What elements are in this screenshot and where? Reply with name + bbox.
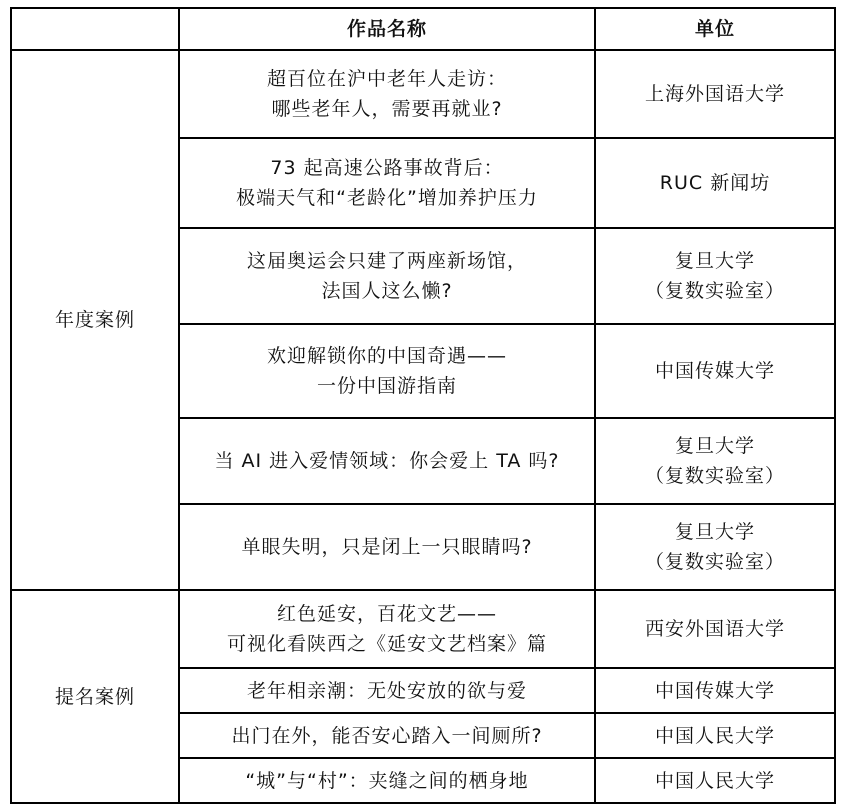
header-title-column: 作品名称 (179, 8, 595, 50)
header-row (11, 8, 835, 50)
work-title-line: 老年相亲潮：无处安放的欲与爱 (246, 679, 527, 702)
work-title (179, 713, 595, 758)
work-unit-line: 复旦大学 (674, 521, 755, 543)
work-title-line: 一份中国游指南 (316, 375, 457, 397)
work-unit-line: 上海外国语大学 (644, 83, 785, 105)
work-unit (595, 504, 835, 590)
category-nominated: 提名案例 (11, 590, 179, 803)
work-title (179, 228, 595, 324)
work-unit-line: 复旦大学 (674, 435, 755, 457)
table-row (11, 590, 835, 668)
work-title-line: 单眼失明，只是闭上一只眼睛吗? (241, 536, 533, 558)
work-title-line: 当 AI 进入爱情领域：你会爱上 TA 吗? (214, 450, 560, 472)
work-unit-line: （复数实验室） (644, 465, 785, 487)
work-title-line: 欢迎解锁你的中国奇遇—— (266, 345, 507, 367)
work-title (179, 504, 595, 590)
work-title-line: 可视化看陕西之《延安文艺档案》篇 (226, 633, 547, 655)
header-unit-column: 单位 (595, 8, 835, 50)
work-unit (595, 138, 835, 228)
work-unit (595, 758, 835, 803)
work-unit (595, 668, 835, 713)
work-unit-line: （复数实验室） (644, 551, 785, 573)
work-title (179, 50, 595, 138)
award-table (10, 7, 836, 804)
work-title-line: 法国人这么懒? (321, 280, 453, 302)
work-unit-line: 复旦大学 (674, 250, 755, 272)
work-title (179, 758, 595, 803)
work-unit-line: 中国人民大学 (654, 769, 775, 792)
work-unit (595, 713, 835, 758)
table-row (11, 50, 835, 138)
work-title-line: “城”与“村”：夹缝之间的栖身地 (245, 769, 529, 792)
header-blank-cell (11, 8, 179, 50)
work-title-line: 这届奥运会只建了两座新场馆， (246, 250, 527, 272)
work-title (179, 590, 595, 668)
category-annual: 年度案例 (11, 50, 179, 590)
work-unit-line: 西安外国语大学 (644, 618, 785, 640)
work-title (179, 138, 595, 228)
work-title-line: 极端天气和“老龄化”增加养护压力 (236, 187, 538, 209)
work-unit (595, 228, 835, 324)
work-title-line: 哪些老年人，需要再就业? (271, 98, 503, 120)
work-unit-line: 中国传媒大学 (654, 360, 775, 382)
work-title (179, 668, 595, 713)
work-unit-line: （复数实验室） (644, 280, 785, 302)
work-unit (595, 324, 835, 418)
work-title-line: 红色延安，百花文艺—— (276, 603, 497, 625)
work-title (179, 418, 595, 504)
work-unit (595, 590, 835, 668)
work-title-line: 73 起高速公路事故背后： (270, 157, 504, 179)
work-title-line: 出门在外，能否安心踏入一间厕所? (231, 724, 543, 747)
work-unit-line: 中国人民大学 (654, 724, 775, 747)
work-unit-line: 中国传媒大学 (654, 679, 775, 702)
work-unit (595, 418, 835, 504)
work-title-line: 超百位在沪中老年人走访： (266, 68, 507, 90)
work-title (179, 324, 595, 418)
work-unit (595, 50, 835, 138)
work-unit-line: RUC 新闻坊 (659, 172, 771, 194)
